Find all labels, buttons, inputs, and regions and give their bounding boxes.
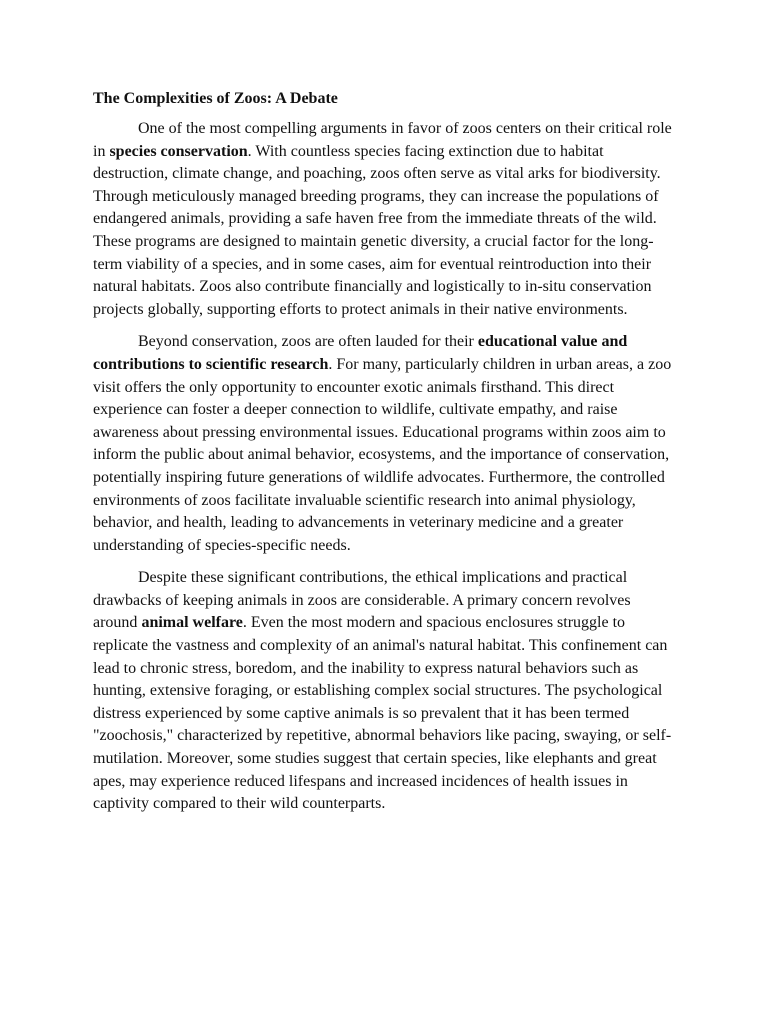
paragraph-text: Despite these significant contributions, the ethical implications and practical drawbacks of keeping animals in zoos are considerable. A primary concern revolves around — [93, 569, 631, 632]
paragraph-text: . With countless species facing extinction due to habitat destruction, climate change, and poaching, zoos often serve as vital arks for biodiversity. Through meticulously managed breeding programs, they can increase the populations of endangered animals, providing a safe haven free from the immediate threats of the wild. These programs are designed to maintain genetic diversity, a crucial factor for the long-term viability of a species, and in some cases, aim for eventual reintroduction into their natural habitats. Zoos also contribute financially and logistically to in-situ conservation projects globally, supporting efforts to protect animals in their native environments. — [93, 142, 661, 318]
document-title: The Complexities of Zoos: A Debate — [93, 90, 338, 107]
paragraph-text: One of the most compelling arguments in favor of zoos centers on their critical role in — [93, 120, 672, 160]
paragraph-bold-text: animal welfare — [141, 614, 243, 632]
paragraph — [93, 331, 673, 557]
paragraph-bold-text: species conservation — [109, 142, 248, 160]
paragraph — [93, 118, 673, 321]
document-body — [93, 88, 673, 826]
paragraph — [93, 567, 673, 816]
paragraph-text: Beyond conservation, zoos are often lauded for their — [138, 333, 478, 351]
paragraph-bold-text: educational value and contributions to scientific research — [93, 333, 628, 373]
paragraph-text: . For many, particularly children in urban areas, a zoo visit offers the only opportunity to encounter exotic animals firsthand. This direct experience can foster a deeper connection to wildlife, cultivate empathy, and raise awareness about pressing environmental issues. Educational programs within zoos aim to inform the public about animal behavior, ecosystems, and the importance of conservation, potentially inspiring future generations of wildlife advocates. Furthermore, the controlled environments of zoos facilitate invaluable scientific research into animal physiology, behavior, and health, leading to advancements in veterinary medicine and a greater understanding of species-specific needs. — [93, 355, 672, 554]
paragraph-text: . Even the most modern and spacious enclosures struggle to replicate the vastness and complexity of an animal's natural habitat. This confinement can lead to chronic stress, boredom, and the inability to express natural behaviors such as hunting, extensive foraging, or establishing complex social structures. The psychological distress experienced by some captive animals is so prevalent that it has been termed "zoochosis," characterized by repetitive, abnormal behaviors like pacing, swaying, or self-mutilation. Moreover, some studies suggest that certain species, like elephants and great apes, may experience reduced lifespans and increased incidences of health issues in captivity compared to their wild counterparts. — [93, 614, 672, 813]
